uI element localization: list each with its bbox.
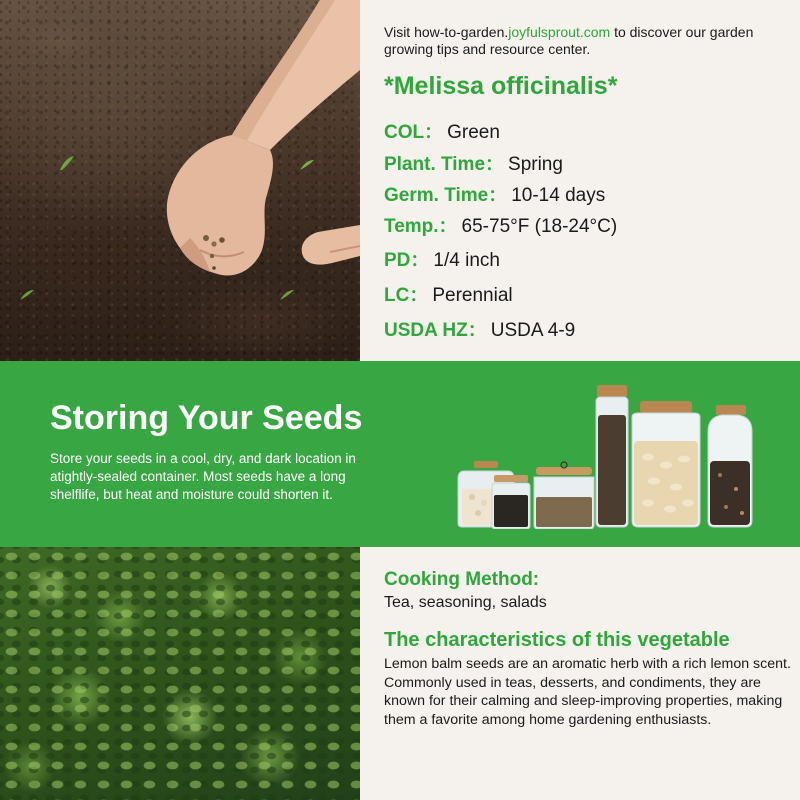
leaf-texture (0, 547, 360, 800)
storage-section (0, 361, 800, 547)
attribute-life-cycle (384, 280, 513, 307)
characteristics-heading: The characteristics of this vegetable (384, 629, 730, 651)
website-link[interactable]: joyfulsprout.com (508, 24, 611, 40)
attribute-value: Perennial (432, 285, 513, 306)
attribute-key: Germ. Time： (384, 185, 508, 206)
soil-sowing-photo (0, 0, 360, 361)
visit-prefix: Visit how-to-garden. (384, 24, 509, 40)
characteristics-text: Lemon balm seeds are an aromatic herb with a rich lemon scent. Commonly used in teas, desserts, and condiments, they are known for their calming and sleep-improving properties, making them a favorite among home gardening enthusiasts. (384, 656, 791, 728)
attribute-hardiness-zone (384, 315, 575, 342)
storage-title: Storing Your Seeds (50, 399, 363, 437)
attribute-value: 1/4 inch (433, 250, 500, 271)
attribute-key: LC： (384, 285, 429, 306)
seed-info-panel (360, 0, 800, 361)
attribute-key: Plant. Time： (384, 154, 505, 175)
attribute-temperature (384, 211, 617, 238)
attribute-value: Spring (508, 154, 563, 175)
attribute-key: Temp.： (384, 216, 458, 237)
attribute-color (384, 117, 500, 144)
storage-text: Store your seeds in a cool, dry, and dark location in atightly-sealed container. Most seeds have a long shelflife, but heat and moisture could shorten it. (50, 451, 356, 502)
attribute-key: PD： (384, 250, 430, 271)
attribute-value: 10-14 days (511, 185, 606, 206)
species-title: *Melissa officinalis* (384, 72, 618, 100)
visit-website-text (384, 24, 784, 58)
cooking-heading: Cooking Method: (384, 569, 540, 590)
attribute-key: COL： (384, 122, 444, 143)
attribute-value: 65-75°F (18-24°C) (461, 216, 618, 237)
cooking-text: Tea, seasoning, salads (384, 594, 547, 611)
seed-jars-icon (450, 379, 770, 529)
attribute-key: USDA HZ： (384, 320, 487, 341)
hand-sowing-icon (0, 0, 360, 361)
attribute-germ-time (384, 180, 605, 207)
attribute-value: Green (447, 122, 500, 143)
lemon-balm-photo (0, 547, 360, 800)
attribute-value: USDA 4-9 (490, 320, 576, 341)
attribute-planting-depth (384, 245, 500, 272)
attribute-plant-time (384, 149, 563, 176)
visit-suffix: to discover our garden growing tips and resource center. (384, 24, 754, 57)
details-panel (360, 547, 800, 800)
